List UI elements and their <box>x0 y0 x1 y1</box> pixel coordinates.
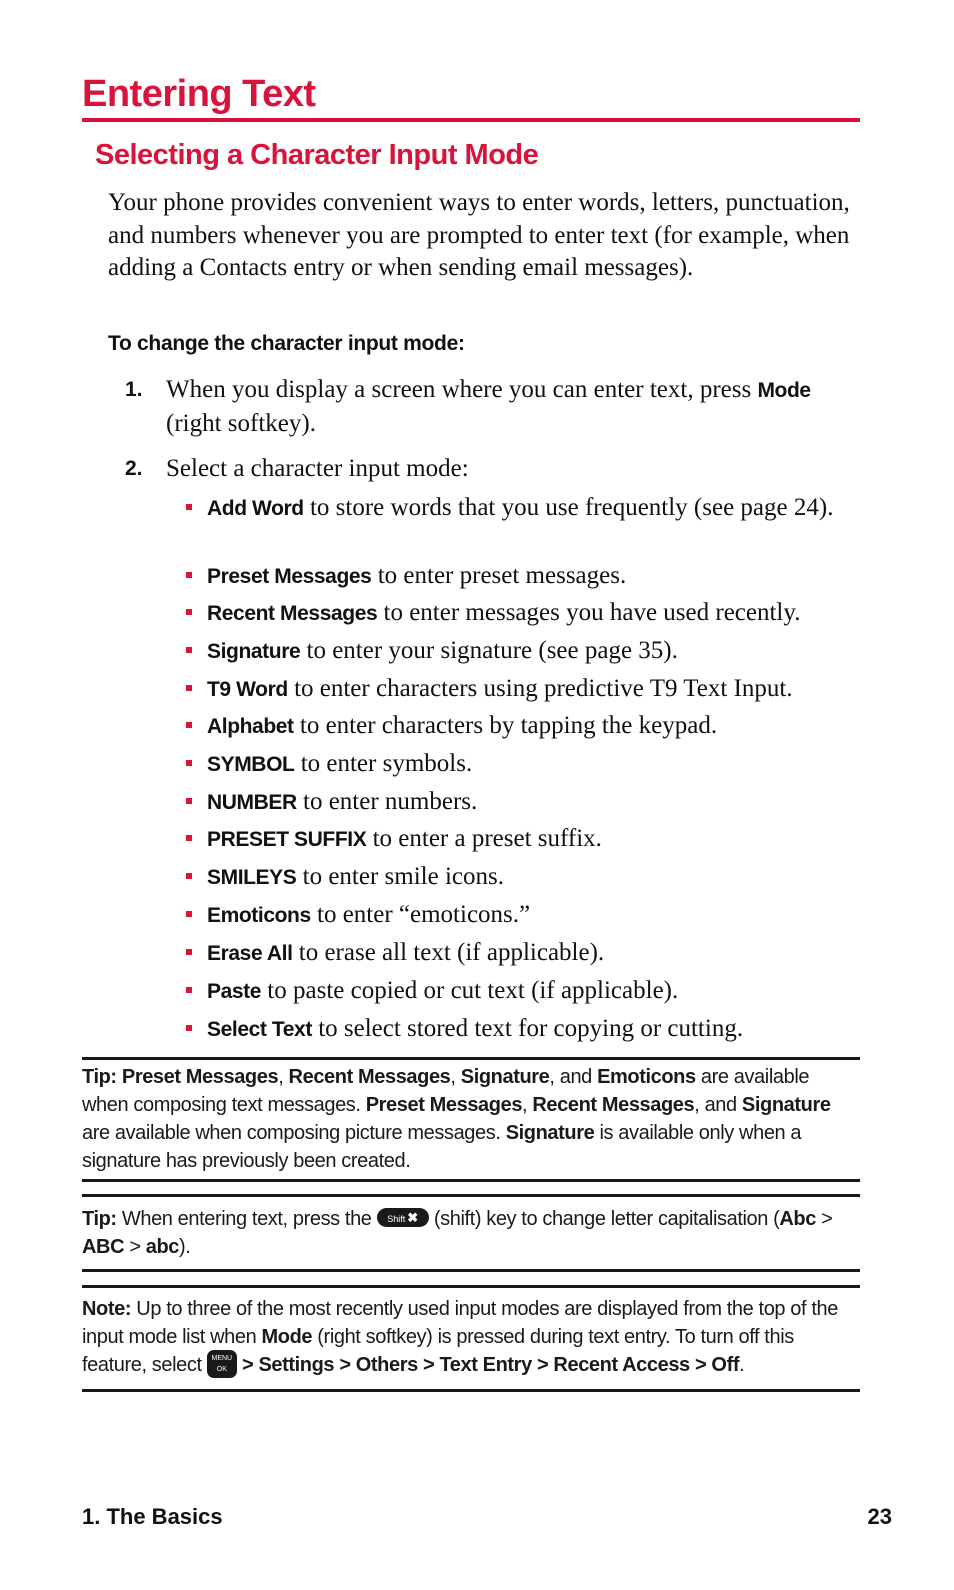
punct: , <box>450 1066 456 1088</box>
term: Recent Messages <box>532 1094 695 1116</box>
tip-label: Tip: <box>82 1208 117 1230</box>
step-text-pre: When you display a screen where you can enter text, press <box>166 376 752 403</box>
option-desc: to paste copied or cut text (if applicable). <box>267 977 679 1004</box>
chapter-title: Entering Text <box>82 73 316 115</box>
bullet-icon <box>186 760 192 766</box>
option-term: Erase All <box>207 942 293 965</box>
option-term: Signature <box>207 640 301 663</box>
punct: , <box>278 1066 284 1088</box>
shift-key-label: Shift <box>387 1214 406 1225</box>
term: Signature <box>505 1122 595 1144</box>
tip-text: When entering text, press the <box>121 1208 372 1230</box>
option-desc: to enter your signature (see page 35). <box>306 637 678 664</box>
term: Preset Messages <box>365 1094 523 1116</box>
tip2-bottom-rule <box>82 1269 860 1272</box>
arrow-separator: > <box>694 1354 707 1376</box>
tip2-top-rule <box>82 1194 860 1197</box>
bullet-icon <box>186 911 192 917</box>
path-text-entry: Text Entry <box>439 1354 532 1376</box>
term: Signature <box>460 1066 550 1088</box>
bullet-icon <box>186 949 192 955</box>
bullet-icon <box>186 685 192 691</box>
bullet-icon <box>186 873 192 879</box>
tip1-bottom-rule <box>82 1179 860 1182</box>
option-term: NUMBER <box>207 791 297 814</box>
option-desc: to enter smile icons. <box>302 863 504 890</box>
punct: , <box>522 1094 528 1116</box>
path-others: Others <box>355 1354 418 1376</box>
option-term: PRESET SUFFIX <box>207 828 367 851</box>
mode-upper: ABC <box>82 1236 125 1258</box>
bullet-icon <box>186 722 192 728</box>
tip-text: ). <box>179 1236 191 1258</box>
ok-key-label: OK <box>216 1365 227 1373</box>
section-title: Selecting a Character Input Mode <box>95 139 539 171</box>
mode-lower: abc <box>145 1236 180 1258</box>
tip-text: is available only when a signature has previously been created. <box>82 1122 802 1172</box>
tip-box-message-types <box>82 1063 860 1175</box>
option-term: T9 Word <box>207 678 288 701</box>
option-desc: to enter preset messages. <box>377 562 627 589</box>
option-desc: to store words that you use frequently (see page 24). <box>309 494 834 521</box>
arrow-separator: > <box>821 1208 833 1230</box>
shift-key-icon <box>377 1208 429 1227</box>
option-term: SMILEYS <box>207 866 297 889</box>
tip-text: (shift) key to change letter capitalisation ( <box>433 1208 780 1230</box>
tip-label: Tip: <box>82 1066 117 1088</box>
term: Recent Messages <box>288 1066 451 1088</box>
procedure-heading: To change the character input mode: <box>108 332 465 355</box>
option-term: Paste <box>207 980 262 1003</box>
note-top-rule <box>82 1285 860 1288</box>
term: Preset Messages <box>121 1066 279 1088</box>
mode-key-label: Mode <box>261 1326 313 1348</box>
arrow-separator: > <box>339 1354 351 1376</box>
option-desc: to erase all text (if applicable). <box>298 939 605 966</box>
tip1-top-rule <box>82 1057 860 1060</box>
menu-ok-key-icon <box>207 1350 237 1378</box>
option-desc: to enter messages you have used recently. <box>383 599 801 626</box>
tip-text: are available when composing picture messages. <box>82 1122 501 1144</box>
bullet-icon <box>186 835 192 841</box>
option-term: Preset Messages <box>207 565 372 588</box>
bullet-icon <box>186 647 192 653</box>
option-desc: to enter characters using predictive T9 Text Input. <box>294 675 793 702</box>
path-off: Off <box>711 1354 740 1376</box>
bullet-icon <box>186 572 192 578</box>
bullet-icon <box>186 987 192 993</box>
option-term: Recent Messages <box>207 602 378 625</box>
option-desc: to select stored text for copying or cutting. <box>318 1015 744 1042</box>
option-desc: to enter numbers. <box>303 788 478 815</box>
note-label: Note: <box>82 1298 132 1320</box>
path-settings: Settings <box>258 1354 335 1376</box>
step-number: 1. <box>125 378 143 401</box>
option-term: SYMBOL <box>207 753 295 776</box>
punct: . <box>739 1354 745 1376</box>
note-text: (right softkey) is pressed during text entry. To turn off this feature, select <box>82 1326 794 1376</box>
bullet-icon <box>186 798 192 804</box>
option-term: Emoticons <box>207 904 311 927</box>
option-desc: to enter symbols. <box>300 750 473 777</box>
tip-text: are available when composing text messages. <box>82 1066 810 1116</box>
term: Signature <box>741 1094 831 1116</box>
menu-key-label: MENU <box>211 1354 233 1362</box>
option-term: Alphabet <box>207 715 294 738</box>
footer-section: 1. The Basics <box>82 1504 223 1529</box>
chapter-rule <box>82 118 860 122</box>
note-bottom-rule <box>82 1389 860 1392</box>
arrow-separator: > <box>423 1354 435 1376</box>
arrow-separator: > <box>129 1236 141 1258</box>
note-text: Up to three of the most recently used input modes are displayed from the top of the input mode list when <box>82 1298 838 1348</box>
bullet-icon <box>186 504 192 510</box>
arrow-separator: > <box>241 1354 254 1376</box>
punct: , and <box>694 1094 737 1116</box>
bullet-icon <box>186 1025 192 1031</box>
bullet-icon <box>186 609 192 615</box>
tip-box-shift-key <box>82 1205 860 1261</box>
option-desc: to enter “emoticons.” <box>317 901 531 928</box>
option-term: Select Text <box>207 1018 312 1041</box>
term: Emoticons <box>597 1066 696 1088</box>
option-desc: to enter a preset suffix. <box>372 825 602 852</box>
step-text <box>166 374 846 440</box>
page-number: 23 <box>867 1504 892 1529</box>
option-desc: to enter characters by tapping the keypad. <box>299 712 718 739</box>
option-term: Add Word <box>207 497 304 520</box>
punct: , and <box>549 1066 592 1088</box>
intro-paragraph: Your phone provides convenient ways to enter words, letters, punctuation, and numbers whenever you are prompted to enter text (for example, when adding a Contacts entry or when sending email messages). <box>108 189 850 281</box>
step-text: Select a character input mode: <box>166 455 469 482</box>
shift-key-glyph: ✖ <box>407 1210 419 1226</box>
step-text-post: (right softkey). <box>166 409 316 437</box>
arrow-separator: > <box>536 1354 549 1376</box>
mode-key-label: Mode <box>757 379 811 402</box>
path-recent-access: Recent Access <box>553 1354 690 1376</box>
note-box-recent-modes <box>82 1295 860 1380</box>
step-number: 2. <box>125 457 143 480</box>
mode-abc: Abc <box>779 1208 816 1230</box>
